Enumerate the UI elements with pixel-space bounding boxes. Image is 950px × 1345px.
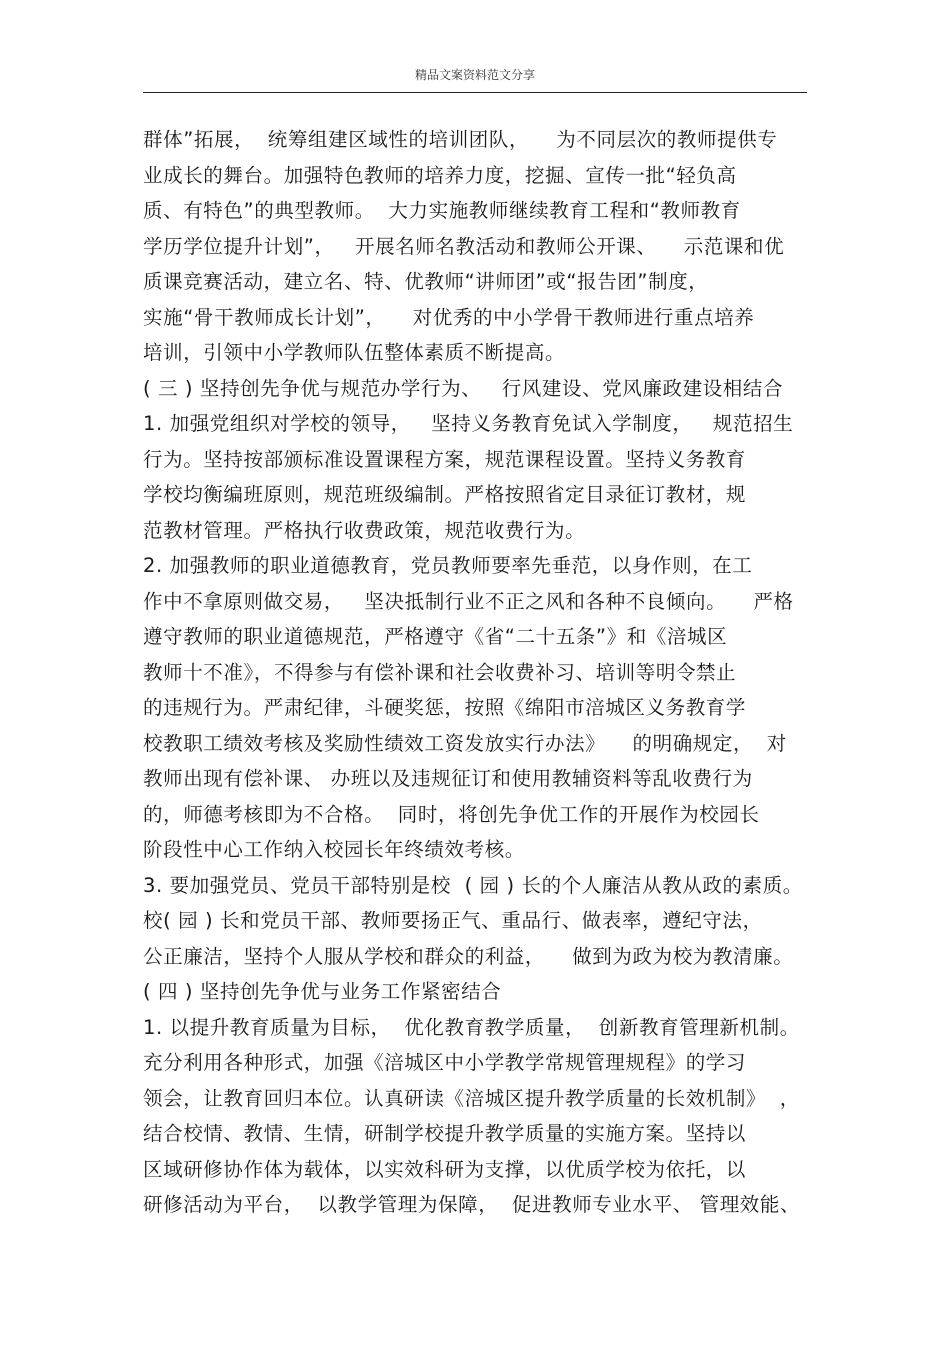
header-divider [143,92,807,93]
text-line: 行为。坚持按部颁标准设置课程方案，规范课程设置。坚持义务教育 [143,447,747,471]
text-line: 学校均衡编班原则，规范班级编制。严格按照省定目录征订教材，规 [143,483,747,506]
text-line: 学历学位提升计划”， 开展名师名教活动和教师公开课、 示范课和优 [143,234,785,258]
text-line: 校( 园 ) 长和党员干部、教师要扬正气、重品行、做表率，遵纪守法， [143,909,763,932]
section-heading: ( 三 ) 坚持创先争优与规范办学行为、 行风建设、党风廉政建设相结合 [143,376,784,400]
text-line: 校教职工绩效考核及奖励性绩效工资发放实行办法》 的明确规定， 对 [143,731,787,755]
text-line: 1. 加强党组织对学校的领导， 坚持义务教育免试入学制度， 规范招生 [143,412,794,435]
text-line: 教师十不准》，不得参与有偿补课和社会收费补习、培训等明令禁止 [143,660,737,684]
text-line: 充分利用各种形式，加强《涪城区中小学教学常规管理规程》的学习 [143,1051,747,1074]
text-line: 2. 加强教师的职业道德教育，党员教师要率先垂范，以身作则，在工 [143,554,753,577]
text-line: 遵守教师的职业道德规范，严格遵守《省“二十五条”》和《涪城区 [143,625,728,648]
text-line: 1. 以提升教育质量为目标， 优化教育教学质量， 创新教育管理新机制。 [143,1015,800,1039]
text-line: 结合校情、教情、生情，研制学校提升教学质量的实施方案。坚持以 [143,1122,747,1145]
text-line: 业成长的舞台。加强特色教师的培养力度，挖掘、宣传一批“轻负高 [143,163,737,187]
document-body [143,122,813,1223]
text-line: 3. 要加强党员、党员干部特别是校 ( 园 ) 长的个人廉洁从教从政的素质。 [143,873,803,897]
text-line: 公正廉洁，坚持个人服从学校和群众的利益， 做到为政为校为教清廉。 [143,944,794,968]
text-line: 培训，引领中小学教师队伍整体素质不断提高。 [143,341,566,364]
section-heading: ( 四 ) 坚持创先争优与业务工作紧密结合 [143,980,502,1003]
text-line: 的，师德考核即为不合格。 同时，将创先争优工作的开展作为校园长 [143,802,760,826]
text-line: 教师出现有偿补课、 办班以及违规征订和使用教辅资料等乱收费行为 [143,767,753,790]
text-line: 区域研修协作体为载体，以实效科研为支撑，以优质学校为依托，以 [143,1157,747,1181]
text-line: 质课竞赛活动，建立名、特、优教师“讲师团”或“报告团”制度， [143,270,709,293]
text-line: 质、有特色”的典型教师。 大力实施教师继续教育工程和“教师教育 [143,199,741,222]
text-line: 的违规行为。严肃纪律，斗硬奖惩，按照《绵阳市涪城区义务教育学 [143,696,747,719]
text-line: 阶段性中心工作纳入校园长年终绩效考核。 [143,838,525,861]
text-line: 领会，让教育回归本位。认真研读《涪城区提升教学质量的长效机制》 ， [143,1086,800,1110]
page-header-title: 精品文案资料范文分享 [414,68,535,82]
text-line: 范教材管理。严格执行收费政策，规范收费行为。 [143,518,586,542]
text-line: 研修活动为平台， 以教学管理为保障， 促进教师专业水平、 管理效能、 [143,1193,801,1216]
text-line: 群体”拓展， 统筹组建区域性的培训团队， 为不同层次的教师提供专 [143,128,778,151]
text-line: 作中不拿原则做交易， 坚决抵制行业不正之风和各种不良倾向。 严格 [143,589,794,613]
text-line: 实施“骨干教师成长计划”， 对优秀的中小学骨干教师进行重点培养 [143,305,755,329]
